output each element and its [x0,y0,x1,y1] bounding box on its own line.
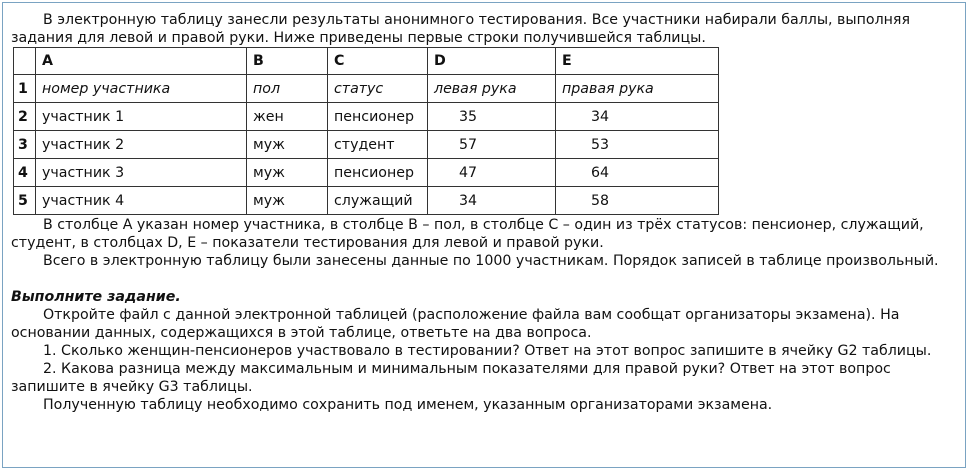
description-paragraph: В столбце A указан номер участника, в столбце B – пол, в столбце C – один из трёх статусов: пенсионер, служащий, студент, в столбцах D, E – показатели тестирования для левой и правой руки. [11,217,924,251]
task-instruction: Откройте файл с данной электронной таблицей (расположение файла вам сообщат организаторы экзамена). На основании данных, содержащихся в этой таблице, ответьте на два вопроса. [11,307,900,341]
cell-e: 58 [556,187,719,215]
cell-a: участник 1 [36,103,247,131]
cell-b: муж [247,131,328,159]
cell-e: 64 [556,159,719,187]
table-row [14,131,719,159]
cell-b: муж [247,187,328,215]
spreadsheet-table [13,47,719,215]
task-frame [2,2,966,468]
cell-b: муж [247,159,328,187]
task-content [11,11,951,414]
table-row [14,103,719,131]
column-header-e: E [556,48,719,75]
row-number: 5 [14,187,36,215]
cell-e: правая рука [556,75,719,103]
column-header-row [14,48,719,75]
column-header-c: C [328,48,428,75]
cell-c: статус [328,75,428,103]
cell-a: номер участника [36,75,247,103]
cell-e: 34 [556,103,719,131]
table-row [14,187,719,215]
column-header-b: B [247,48,328,75]
corner-cell [14,48,36,75]
cell-e: 53 [556,131,719,159]
column-header-d: D [428,48,556,75]
save-note: Полученную таблицу необходимо сохранить под именем, указанным организаторами экзамена. [43,397,773,413]
cell-b: пол [247,75,328,103]
cell-c: служащий [328,187,428,215]
cell-c: пенсионер [328,159,428,187]
cell-d: 47 [428,159,556,187]
total-paragraph: Всего в электронную таблицу были занесены данные по 1000 участникам. Порядок записей в таблице произвольный. [43,253,939,269]
question-2: 2. Какова разница между максимальным и минимальным показателями для правой руки? Ответ на этот вопрос запишите в ячейку G3 таблицы. [11,361,891,395]
row-number: 1 [14,75,36,103]
table-row [14,75,719,103]
cell-d: 35 [428,103,556,131]
cell-b: жен [247,103,328,131]
cell-a: участник 4 [36,187,247,215]
cell-d: 34 [428,187,556,215]
question-1: 1. Сколько женщин-пенсионеров участвовало в тестировании? Ответ на этот вопрос запишите в ячейку G2 таблицы. [43,343,932,359]
cell-a: участник 2 [36,131,247,159]
table-row [14,159,719,187]
row-number: 3 [14,131,36,159]
cell-d: левая рука [428,75,556,103]
cell-c: пенсионер [328,103,428,131]
column-header-a: A [36,48,247,75]
cell-a: участник 3 [36,159,247,187]
cell-c: студент [328,131,428,159]
intro-paragraph: В электронную таблицу занесли результаты анонимного тестирования. Все участники набирали баллы, выполняя задания для левой и правой руки. Ниже приведены первые строки получившейся таблицы. [11,12,910,46]
row-number: 2 [14,103,36,131]
task-title: Выполните задание. [11,289,181,305]
cell-d: 57 [428,131,556,159]
row-number: 4 [14,159,36,187]
